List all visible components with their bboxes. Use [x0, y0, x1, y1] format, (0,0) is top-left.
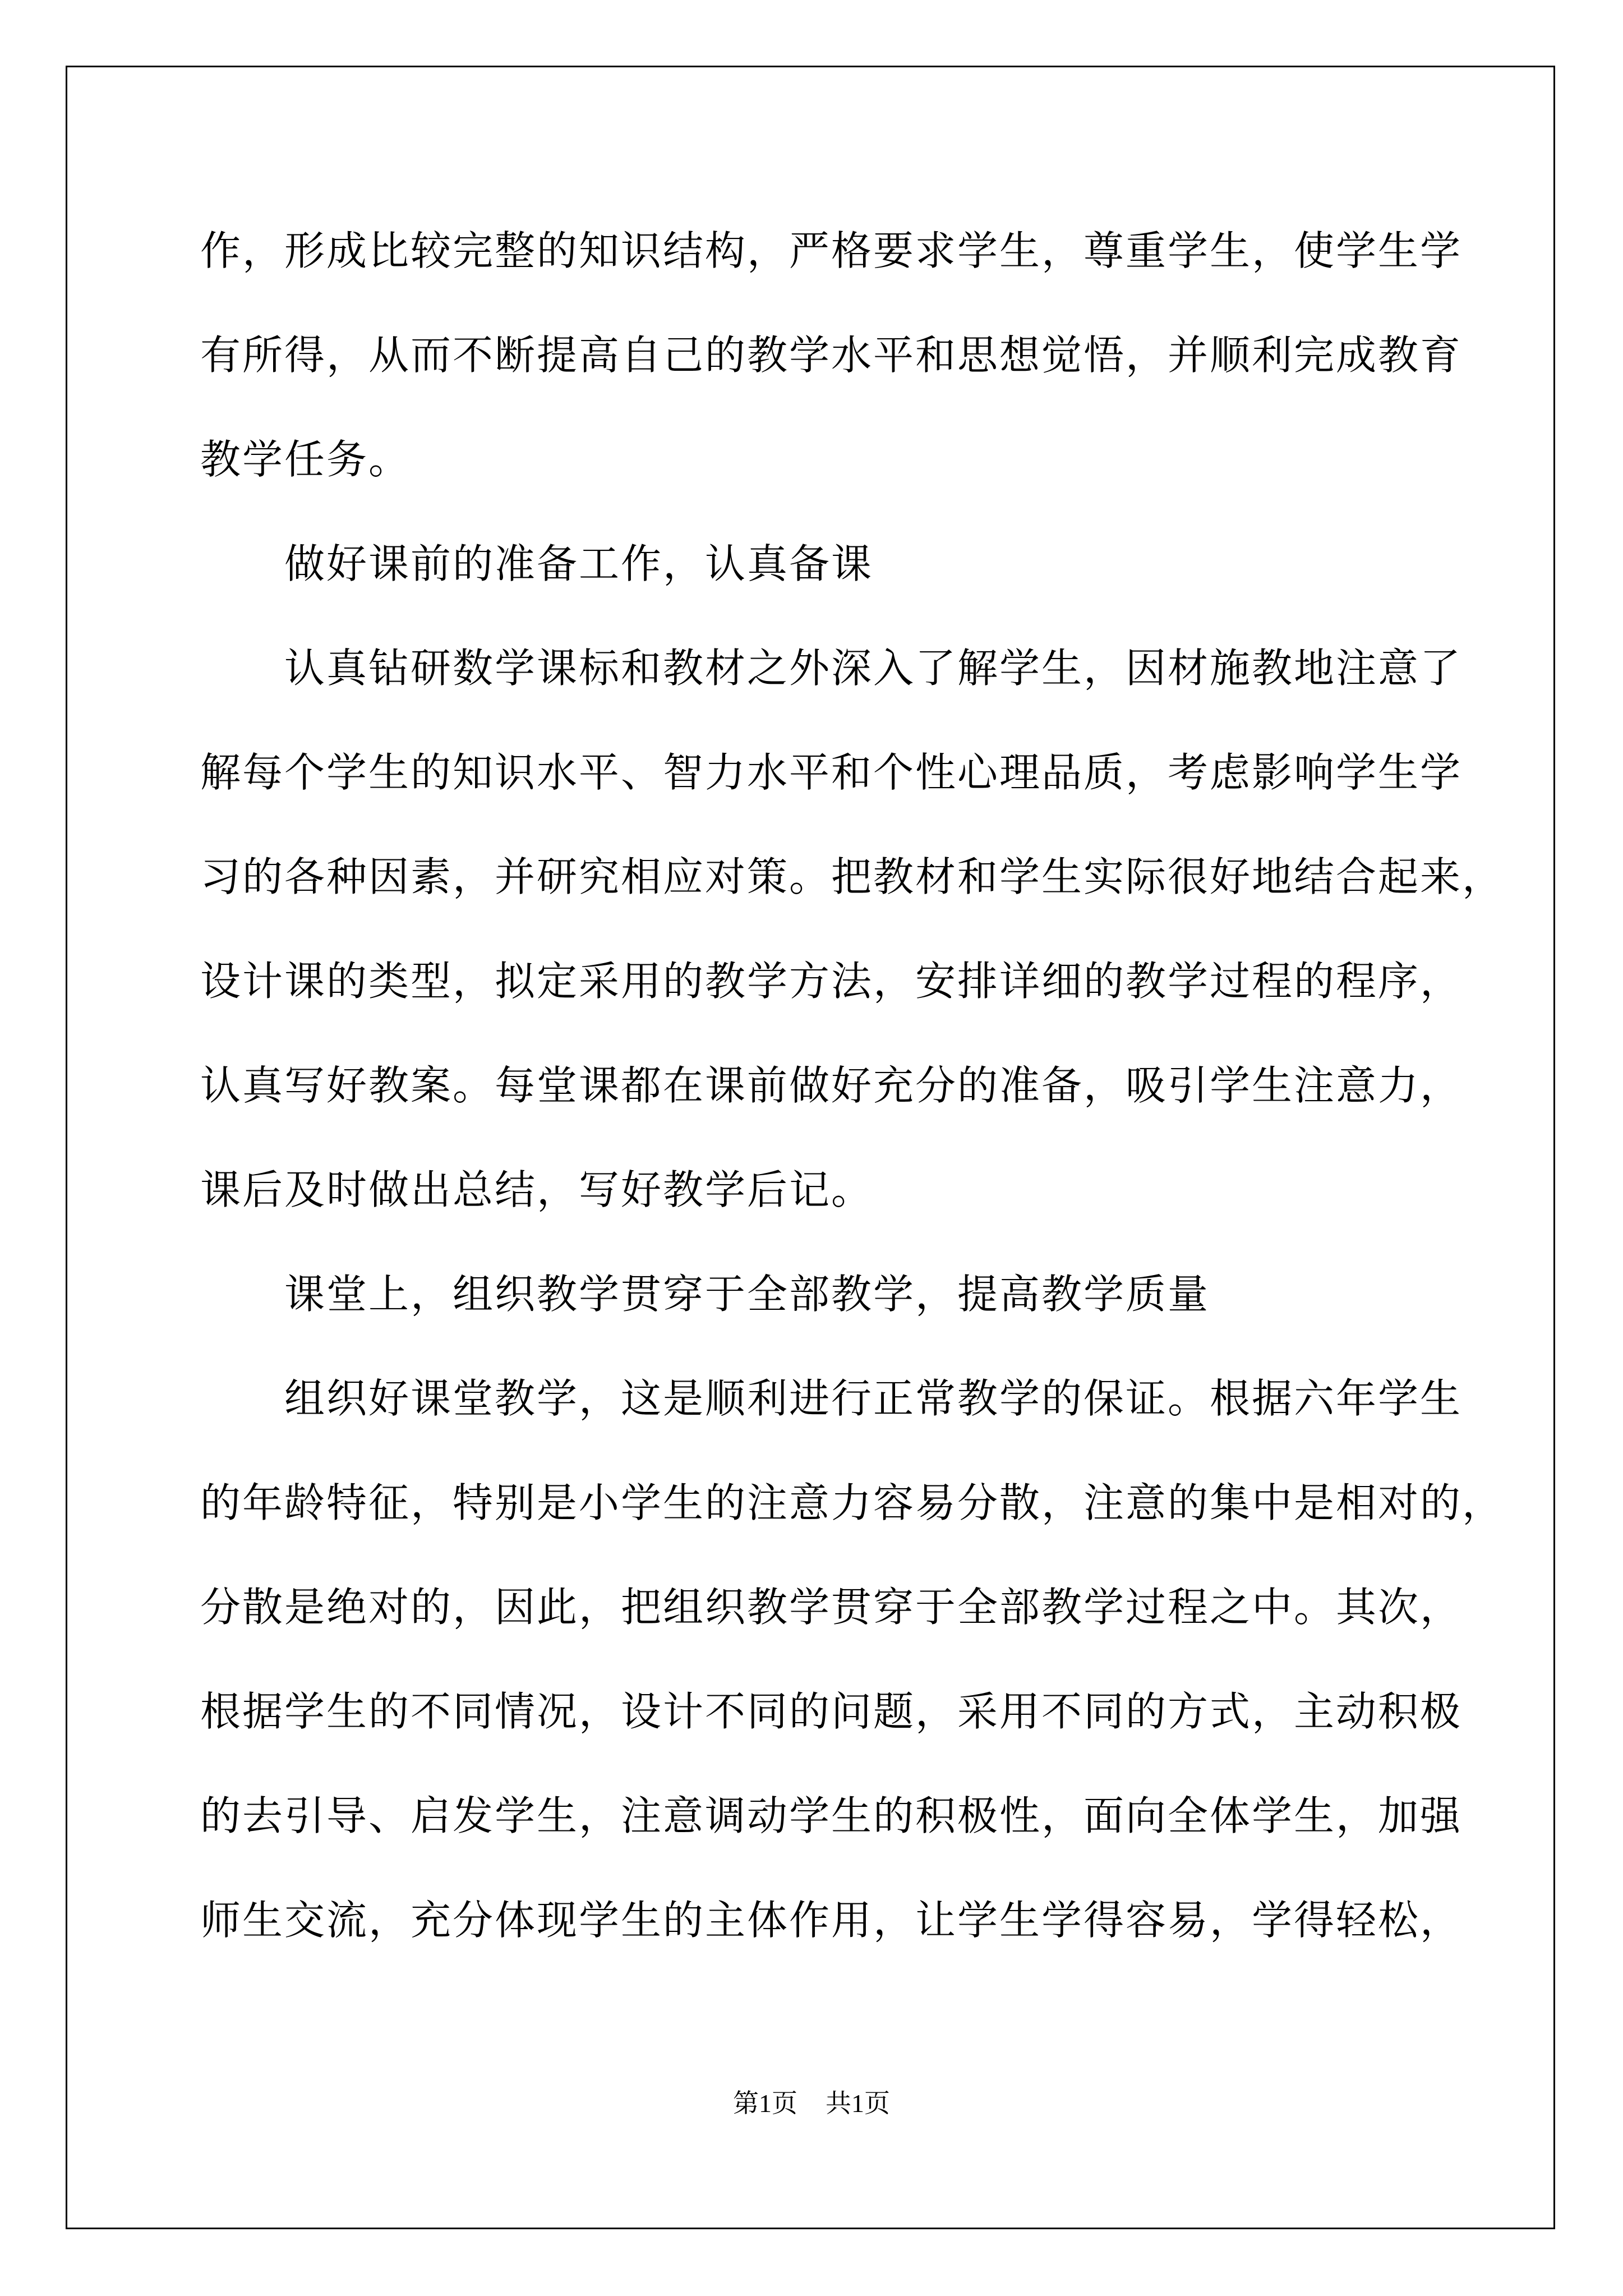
page-number: 第1页 — [733, 2089, 797, 2118]
text-line: 师生交流，充分体现学生的主体作用，让学生学得容易，学得轻松， — [200, 1897, 1463, 1944]
text-line: 作，形成比较完整的知识结构，严格要求学生，尊重学生，使学生学 — [200, 227, 1463, 274]
section-heading: 做好课前的准备工作，认真备课 — [284, 540, 874, 587]
text-line: 有所得，从而不断提高自己的教学水平和思想觉悟，并顺利完成教育 — [200, 332, 1463, 379]
text-line: 的年龄特征，特别是小学生的注意力容易分散，注意的集中是相对的， — [200, 1479, 1505, 1526]
text-line: 解每个学生的知识水平、智力水平和个性心理品质，考虑影响学生学 — [200, 749, 1463, 796]
text-line: 认真写好教案。每堂课都在课前做好充分的准备，吸引学生注意力， — [200, 1062, 1463, 1109]
text-line: 组织好课堂教学，这是顺利进行正常教学的保证。根据六年学生 — [284, 1375, 1463, 1422]
text-line: 的去引导、启发学生，注意调动学生的积极性，面向全体学生，加强 — [200, 1792, 1463, 1839]
text-line: 根据学生的不同情况，设计不同的问题，采用不同的方式，主动积极 — [200, 1688, 1463, 1735]
text-line: 设计课的类型，拟定采用的教学方法，安排详细的教学过程的程序， — [200, 958, 1463, 1005]
text-line: 教学任务。 — [200, 436, 411, 483]
page-footer — [0, 2087, 1623, 2120]
page-total: 共1页 — [826, 2089, 890, 2118]
text-line: 习的各种因素，并研究相应对策。把教材和学生实际很好地结合起来， — [200, 853, 1505, 900]
text-line: 分散是绝对的，因此，把组织教学贯穿于全部教学过程之中。其次， — [200, 1584, 1463, 1631]
section-heading: 课堂上，组织教学贯穿于全部教学，提高教学质量 — [284, 1271, 1210, 1318]
text-line: 课后及时做出总结，写好教学后记。 — [200, 1166, 874, 1213]
text-line: 认真钻研数学课标和教材之外深入了解学生，因材施教地注意了 — [284, 645, 1463, 692]
